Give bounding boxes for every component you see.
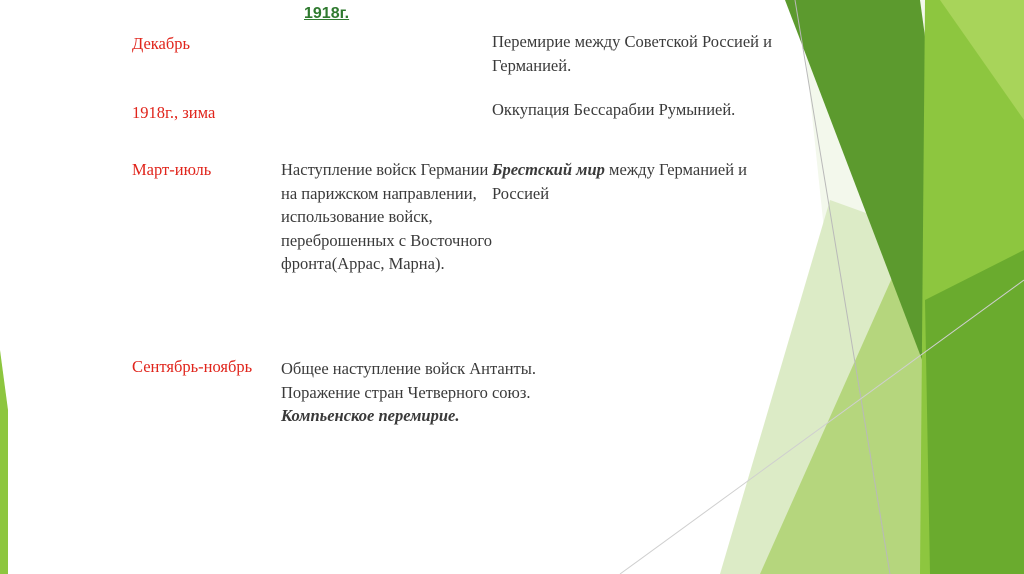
row-date-winter: 1918г., зима: [132, 103, 216, 122]
compiegne-emphasis: Компьенское перемирие.: [281, 406, 460, 425]
row-note-armistice: Перемирие между Советской Россией и Германией.: [492, 32, 772, 75]
row-date-sept-nov: Сентябрь-ноябрь: [132, 357, 253, 376]
overlap-dark: [925, 250, 1024, 574]
row-date-december: Декабрь: [132, 34, 191, 53]
brest-treaty-rest: между Германией и Россией: [492, 160, 747, 203]
row-event-entente-offensive: [281, 357, 551, 428]
row-note-brest: [492, 158, 802, 205]
left-edge-stripe: [0, 350, 8, 574]
entente-offensive-text: Общее наступление войск Антанты. Поражение стран Четверного союз.: [281, 359, 536, 402]
brest-treaty-emphasis: Брестский мир: [492, 160, 605, 179]
year-heading: 1918г.: [304, 5, 350, 22]
row-event-german-offensive: Наступление войск Германии на парижском направлении, использование войск, переброшенных с Восточного фронта(Аррас, Марна).: [281, 160, 493, 273]
row-note-bessarabia: Оккупация Бессарабии Румынией.: [492, 100, 736, 119]
row-date-march-july: Март-июль: [132, 160, 212, 179]
